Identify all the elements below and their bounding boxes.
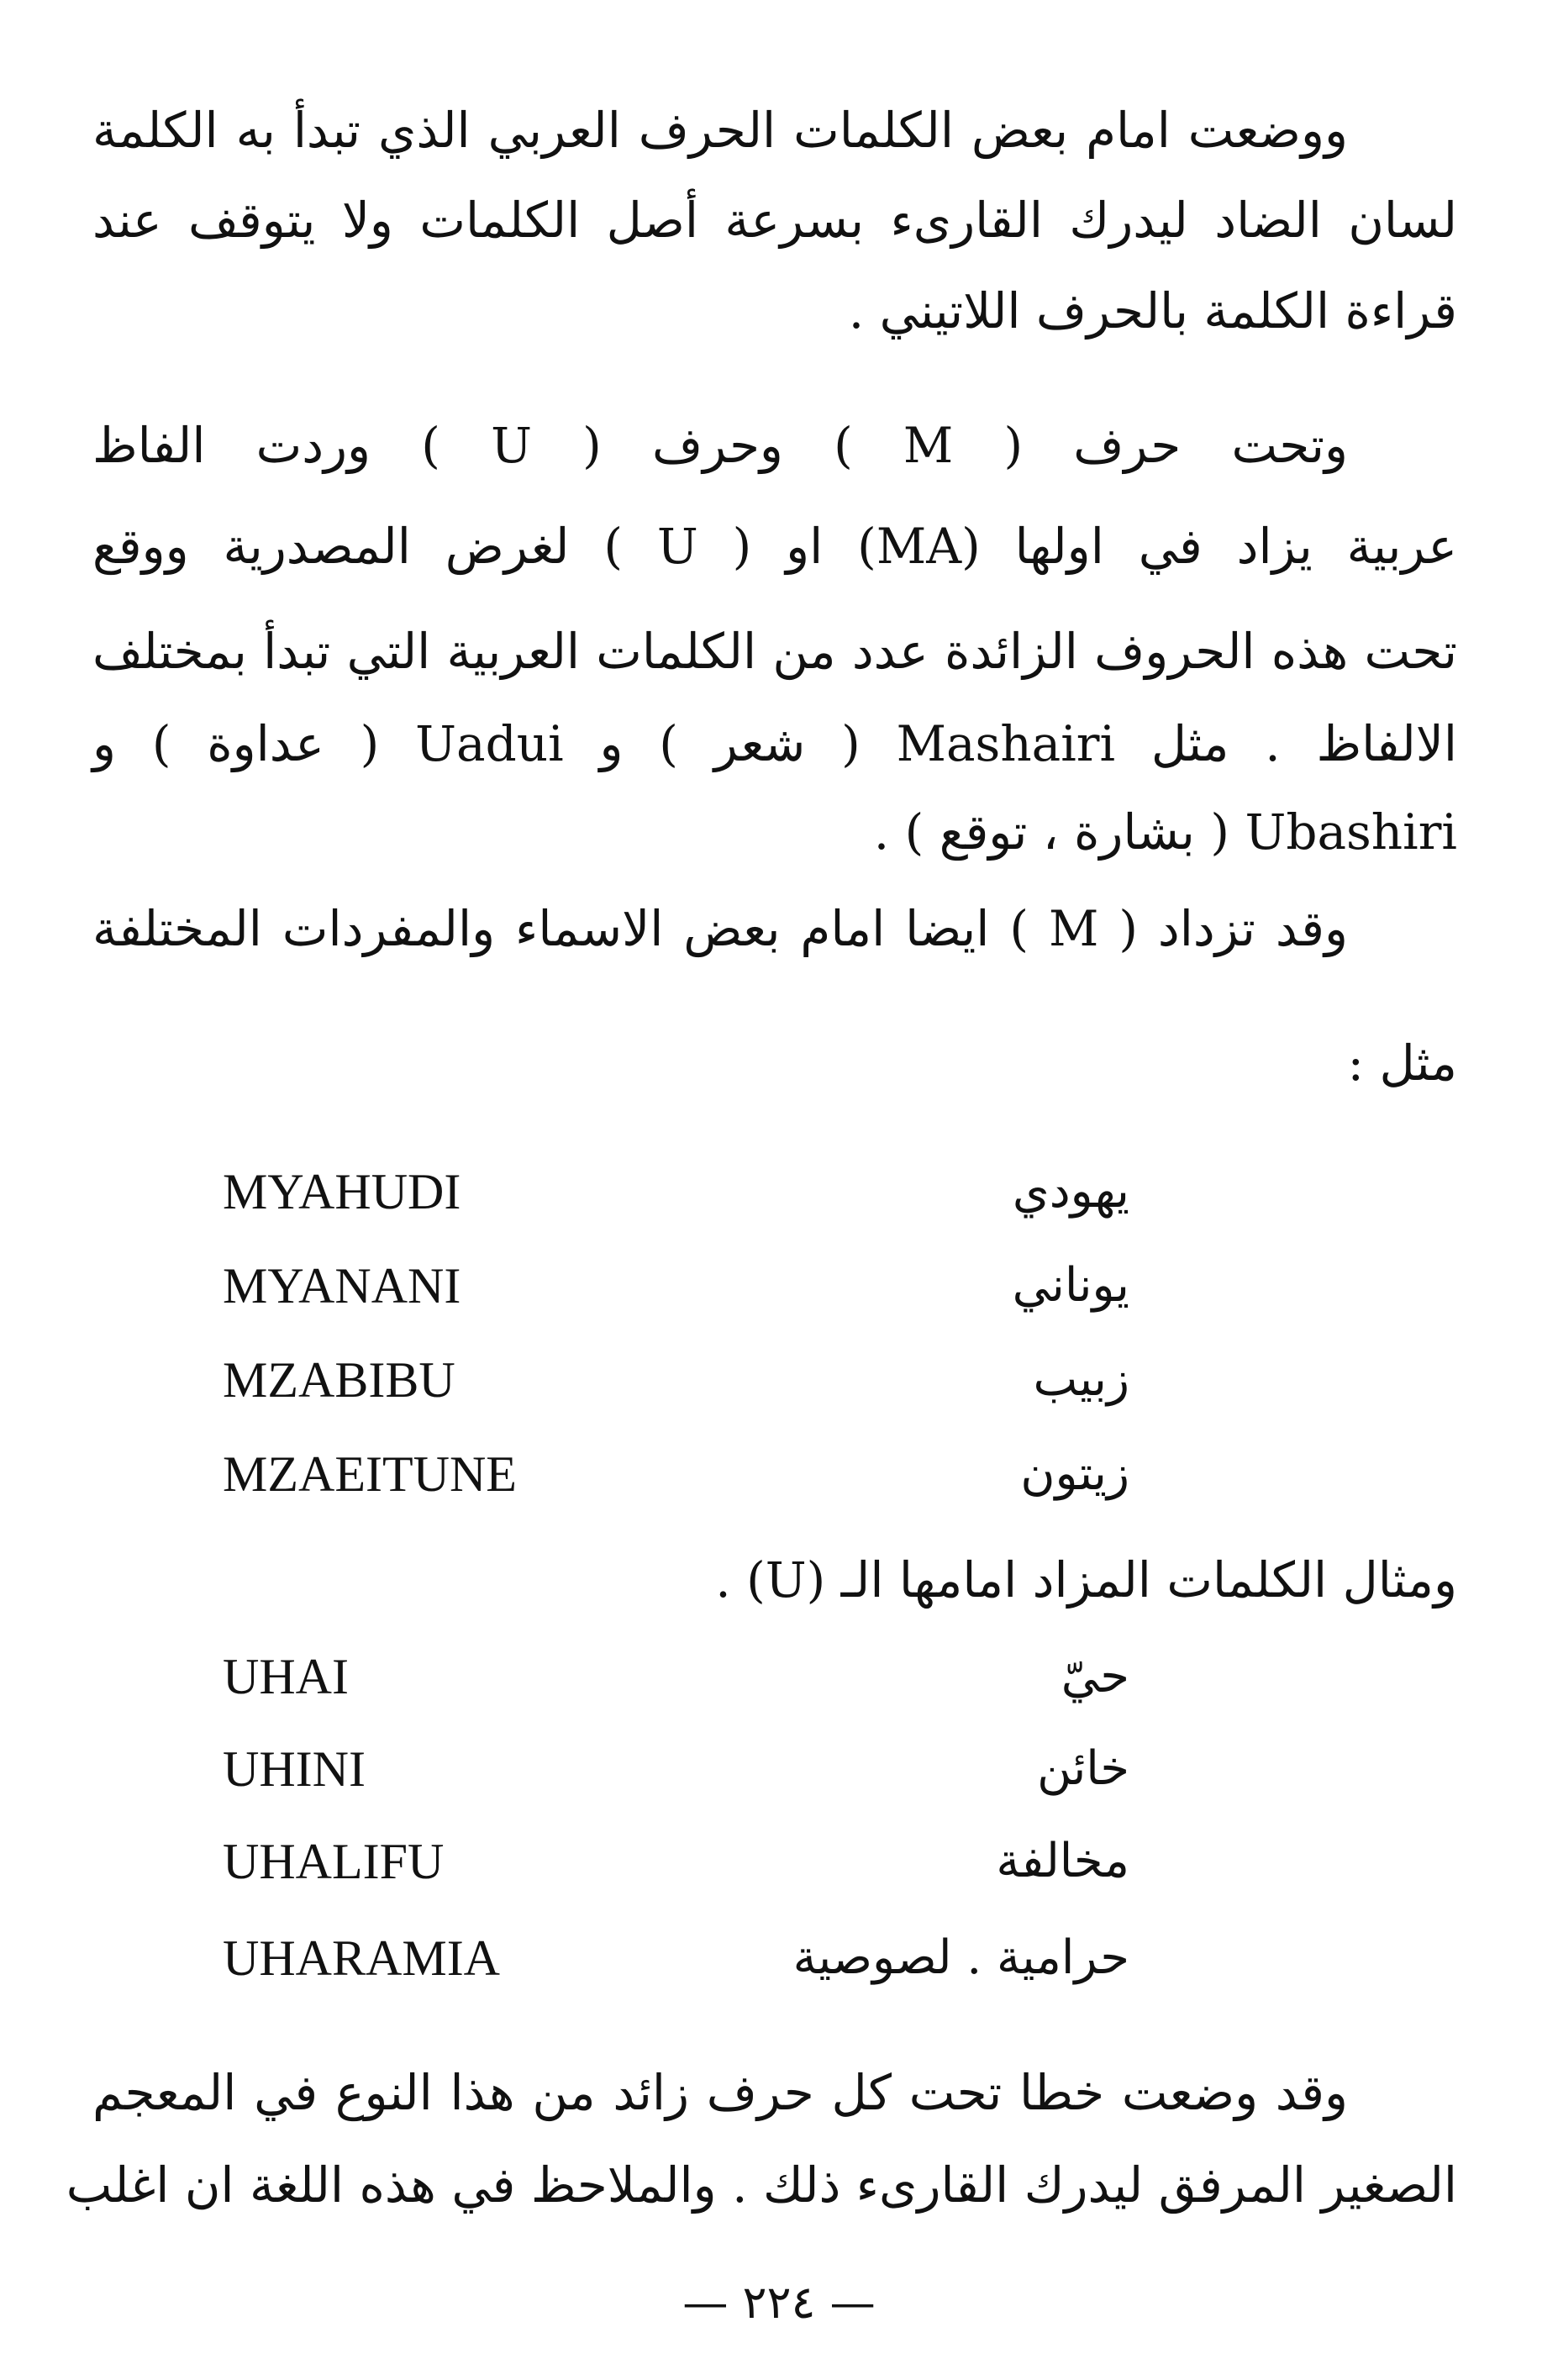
example-arabic: خائن <box>1037 1741 1129 1796</box>
example-latin: UHALIFU <box>223 1834 445 1889</box>
paragraph-3-line-1: وقد تزداد ( M ) ايضا امام بعض الاسماء والمفردات المختلفة <box>92 900 1348 957</box>
paragraph-1-line-1: ووضعت امام بعض الكلمات الحرف العربي الذي تبدأ به الكلمة <box>92 102 1348 159</box>
example-m-row <box>0 1244 1558 1328</box>
page-number: — ٢٢٤ — <box>682 2276 876 2329</box>
example-latin: UHARAMIA <box>223 1930 500 1986</box>
example-arabic: حيّ <box>1061 1649 1129 1703</box>
example-m-row <box>0 1432 1558 1516</box>
example-arabic: يهودي <box>1012 1164 1129 1219</box>
example-u-row <box>0 1635 1558 1719</box>
paragraph-2-line-1: وتحت حرف ( M ) وحرف ( U ) وردت الفاظ <box>92 417 1348 474</box>
paragraph-1-line-2: لسان الضاد ليدرك القارىء بسرعة أصل الكلمات ولا يتوقف عند <box>92 192 1457 249</box>
example-m-row <box>0 1338 1558 1422</box>
example-arabic: مخالفة <box>996 1834 1129 1888</box>
paragraph-2-line-4: الالفاظ . مثل Mashairi ( شعر ) و Uadui ( عداوة ) و <box>92 715 1458 772</box>
example-latin: MYANANI <box>223 1258 461 1314</box>
example-arabic: زيتون <box>1020 1446 1129 1501</box>
example-arabic: زبيب <box>1033 1352 1129 1407</box>
paragraph-1-line-3: قراءة الكلمة بالحرف اللاتيني . <box>848 282 1457 340</box>
example-u-row <box>0 1819 1558 1903</box>
example-latin: UHAI <box>223 1649 349 1704</box>
paragraph-2-line-2: عربية يزاد في اولها (MA) او ( U ) لغرض المصدرية ووقع <box>92 518 1457 575</box>
paragraph-4-line-1: وقد وضعت خطا تحت كل حرف زائد من هذا النوع في المعجم <box>92 2064 1348 2121</box>
example-latin: MZABIBU <box>223 1352 455 1408</box>
example-u-row <box>0 1727 1558 1811</box>
paragraph-2-line-3: تحت هذه الحروف الزائدة عدد من الكلمات العربية التي تبدأ بمختلف <box>92 623 1457 680</box>
paragraph-3-line-2: مثل : <box>1347 1035 1457 1092</box>
example-latin: MYAHUDI <box>223 1164 461 1219</box>
example-latin: MZAEITUNE <box>223 1446 517 1502</box>
example-arabic: حرامية . لصوصية <box>792 1930 1129 1985</box>
example-m-row <box>0 1150 1558 1234</box>
example-arabic: يوناني <box>1012 1258 1129 1313</box>
paragraph-2-line-5: Ubashiri ( بشارة ، توقع ) . <box>873 803 1457 861</box>
examples-u-intro: ومثال الكلمات المزاد امامها الـ (U) . <box>715 1551 1457 1609</box>
paragraph-4-line-2: الصغير المرفق ليدرك القارىء ذلك . والملاحظ في هذه اللغة ان اغلب <box>66 2156 1457 2214</box>
example-u-row <box>0 1916 1558 2000</box>
example-latin: UHINI <box>223 1741 366 1797</box>
